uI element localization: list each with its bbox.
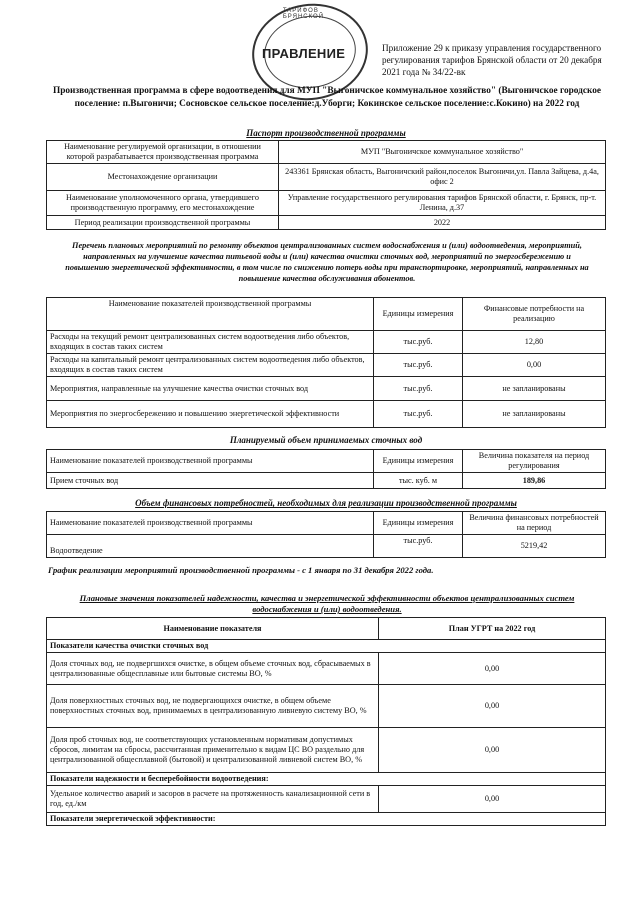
table-row xyxy=(47,728,606,773)
passport-table xyxy=(46,140,606,230)
finance-table xyxy=(46,511,606,558)
measures-table xyxy=(46,297,606,428)
table-cell: Расходы на капитальный ремонт централизованных систем водоотведения либо объектов, входящих в состав таких систем xyxy=(47,354,374,377)
table-cell: 0,00 xyxy=(379,653,606,685)
table-cell: Водоотведение xyxy=(47,535,374,558)
header-cell: Наименование показателей производственной программы xyxy=(47,450,374,473)
table-row xyxy=(47,401,606,428)
header-cell: Наименование показателя xyxy=(47,618,379,640)
section-row xyxy=(47,773,606,786)
header-cell: Единицы измерения xyxy=(374,298,463,331)
document-title: Производственная программа в сфере водоотведения для МУП "Выгоничское коммунальное хозяйство" (Выгоничское городское поселение: п.Выгоничи; Сосновское сельское поселение:д.Уборги; Кокинское сельское поселение:с.Кокино) на 2022 год xyxy=(52,86,602,109)
table-header-row xyxy=(47,298,606,331)
section-label: Показатели энергетической эффективности: xyxy=(47,813,606,826)
table-cell: не запланированы xyxy=(463,401,606,428)
volume-table xyxy=(46,449,606,489)
table-row xyxy=(47,164,606,191)
table-cell: тыс.руб. xyxy=(374,377,463,401)
table-row xyxy=(47,786,606,813)
table-cell: тыс.руб. xyxy=(374,535,463,558)
table-cell: 2022 xyxy=(279,216,606,230)
section-row xyxy=(47,640,606,653)
header-cell: Величина показателя на период регулирования xyxy=(463,450,606,473)
table-row xyxy=(47,377,606,401)
plan-title: Плановые значения показателей надежности, качества и энергетической эффективности объектов централизованных систем водоснабжения и (или) водоотведения. xyxy=(79,593,575,614)
table-row xyxy=(47,141,606,164)
table-row xyxy=(47,331,606,354)
table-cell: Период реализации производственной программы xyxy=(47,216,279,230)
table-cell: тыс. куб. м xyxy=(374,473,463,489)
table-cell: Прием сточных вод xyxy=(47,473,374,489)
table-row xyxy=(47,535,606,558)
table-header-row xyxy=(47,512,606,535)
table-cell: 243361 Брянская область, Выгоничский район,поселок Выгоничи,ул. Павла Зайцева, д.4а, офис 2 xyxy=(279,164,606,191)
table-row xyxy=(47,653,606,685)
volume-title: Планируемый объем принимаемых сточных вод xyxy=(229,435,423,445)
table-row xyxy=(47,473,606,489)
table-cell: 189,86 xyxy=(463,473,606,489)
table-cell: Удельное количество аварий и засоров в расчете на протяженность канализационной сети в год, ед./км xyxy=(47,786,379,813)
table-cell: Наименование уполномоченного органа, утвердившего производственную программу, его местонахождение xyxy=(47,191,279,216)
schedule-note: График реализации мероприятий производственной программы - с 1 января по 31 декабря 2022 года. xyxy=(48,565,434,575)
header-cell: Величина финансовых потребностей на период xyxy=(463,512,606,535)
table-cell: тыс.руб. xyxy=(374,401,463,428)
table-cell: 0,00 xyxy=(379,685,606,728)
table-cell: Местонахождение организации xyxy=(47,164,279,191)
table-row xyxy=(47,685,606,728)
table-cell: тыс.руб. xyxy=(374,354,463,377)
plan-table xyxy=(46,617,606,826)
section-label: Показатели надежности и бесперебойности водоотведения: xyxy=(47,773,606,786)
stamp-text: ПРАВЛЕНИЕ xyxy=(262,46,346,61)
table-cell: Доля проб сточных вод, не соответствующих установленным нормативам допустимых сбросов, лимитам на сбросы, рассчитанная применительно к видам ЦС ВО раздельно для централизованной общесплавной (бытовой) и централизованной ливневой систем ВО, % xyxy=(47,728,379,773)
section-row xyxy=(47,813,606,826)
measures-title: Перечень плановых мероприятий по ремонту объектов централизованных систем водоснабжения и (или) водоотведения, мероприятий, направленных на улучшение качества питьевой воды и (или) качества очистки сточных вод, мероприятий по энергосбережению и повышению энергетической эффективности, в том числе по снижению потерь воды при транспортировке, мероприятий, направленных на повышение качества обслуживания абонентов. xyxy=(65,241,589,283)
table-header-row xyxy=(47,450,606,473)
header-cell: План УГРТ на 2022 год xyxy=(379,618,606,640)
table-cell: Мероприятия, направленные на улучшение качества очистки сточных вод xyxy=(47,377,374,401)
table-cell: 12,80 xyxy=(463,331,606,354)
seal-arc-text: ТАРИФОВ БРЯНСКОЙ xyxy=(282,7,325,20)
table-cell: тыс.руб. xyxy=(374,331,463,354)
header-cell: Финансовые потребности на реализацию xyxy=(463,298,606,331)
table-cell: МУП "Выгоничское коммунальное хозяйство" xyxy=(279,141,606,164)
passport-title: Паспорт производственной программы xyxy=(246,128,406,138)
table-cell: 0,00 xyxy=(463,354,606,377)
section-label: Показатели качества очистки сточных вод xyxy=(47,640,606,653)
table-cell: Наименование регулируемой организации, в отношении которой разрабатывается производственная программа xyxy=(47,141,279,164)
table-cell: не запланированы xyxy=(463,377,606,401)
finance-title: Объем финансовых потребностей, необходимых для реализации производственной программы xyxy=(135,498,517,508)
table-cell: Доля поверхностных сточных вод, не подвергающихся очистке, в общем объеме поверхностных сточных вод, принимаемых в централизованную ливневую систему ВО, % xyxy=(47,685,379,728)
approval-note: Приложение 29 к приказу управления государственного регулирования тарифов Брянской области от 20 декабря 2021 года № 34/22-вк xyxy=(382,43,602,77)
table-cell: 5219,42 xyxy=(463,535,606,558)
table-cell: Управление государственного регулирования тарифов Брянской области, г. Брянск, пр-т. Ленина, д.37 xyxy=(279,191,606,216)
header-cell: Единицы измерения xyxy=(374,512,463,535)
table-header-row xyxy=(47,618,606,640)
table-cell: 0,00 xyxy=(379,786,606,813)
table-row xyxy=(47,191,606,216)
table-cell: 0,00 xyxy=(379,728,606,773)
table-row xyxy=(47,216,606,230)
table-cell: Доля сточных вод, не подвергшихся очистке, в общем объеме сточных вод, сбрасываемых в централизованные общесплавные или бытовые системы ВО, % xyxy=(47,653,379,685)
header-cell: Наименование показателей производственной программы xyxy=(47,298,374,331)
header-cell: Наименование показателей производственной программы xyxy=(47,512,374,535)
header-cell: Единицы измерения xyxy=(374,450,463,473)
table-cell: Мероприятия по энергосбережению и повышению энергетической эффективности xyxy=(47,401,374,428)
table-cell: Расходы на текущий ремонт централизованных систем водоотведения либо объектов, входящих в состав таких систем xyxy=(47,331,374,354)
table-row xyxy=(47,354,606,377)
